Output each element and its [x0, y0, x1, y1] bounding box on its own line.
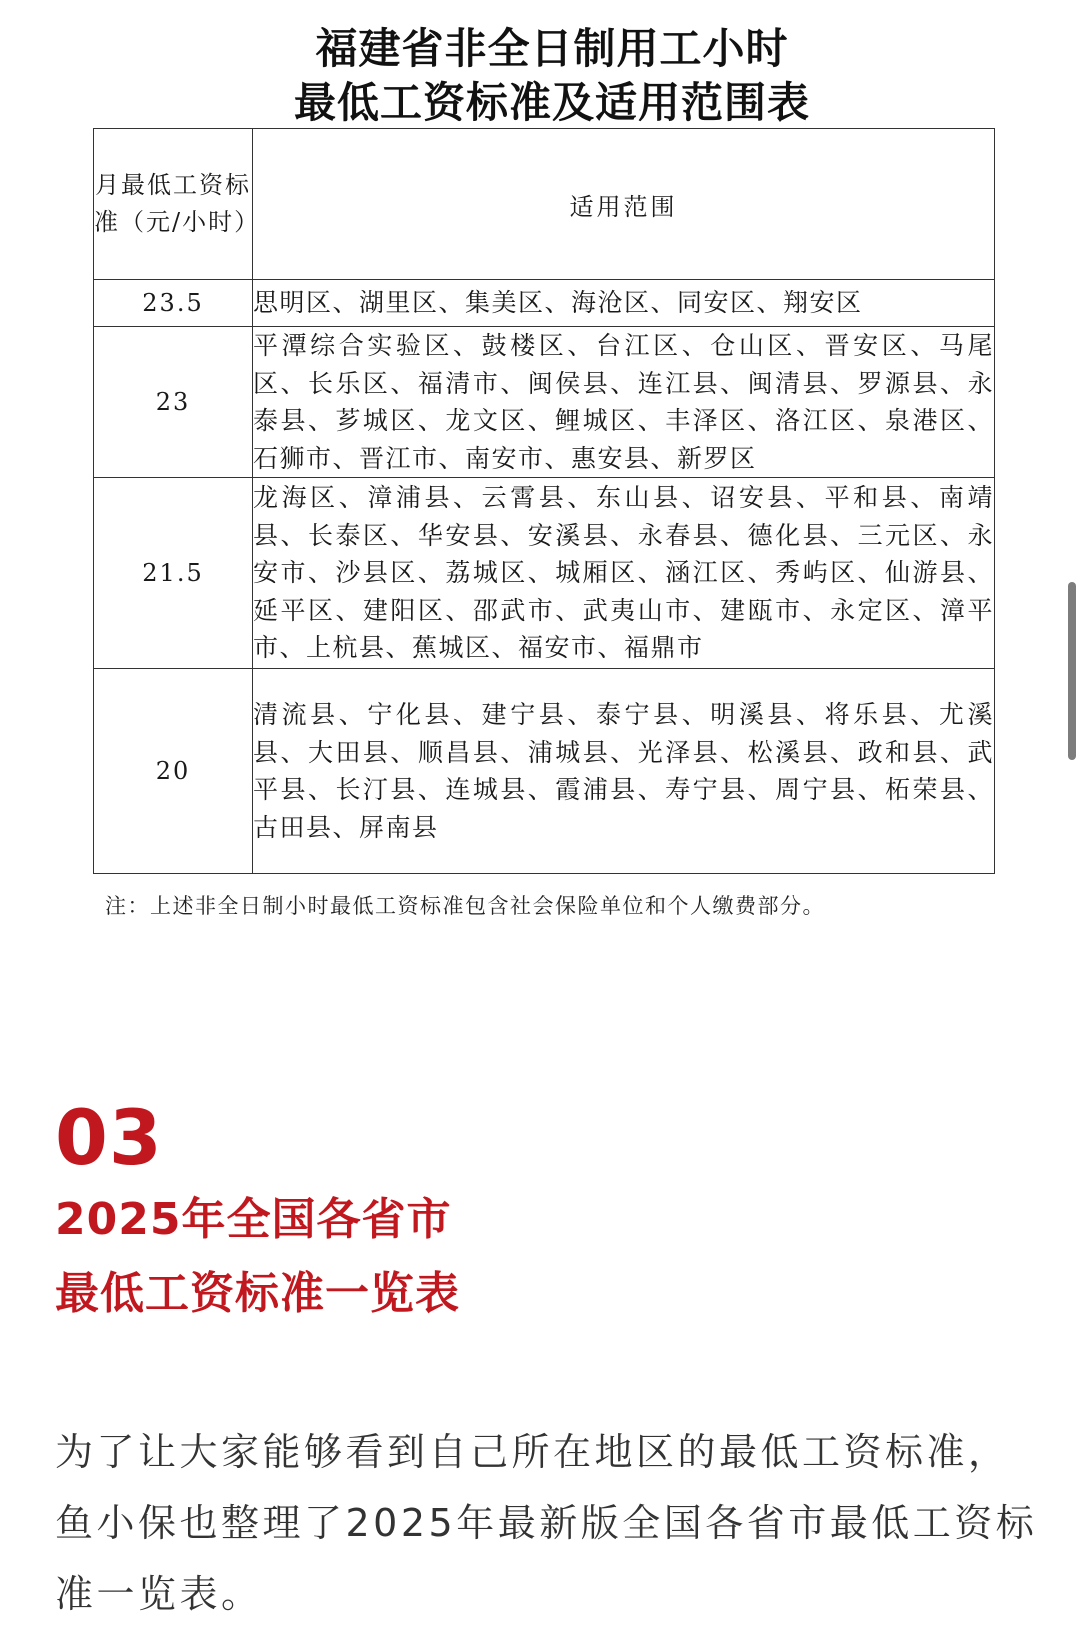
row-scope-text: 清流县、宁化县、建宁县、泰宁县、明溪县、将乐县、尤溪县、大田县、顺昌县、浦城县、光泽县、松溪县、政和县、武平县、长汀县、连城县、霞浦县、寿宁县、周宁县、柘荣县、古田县、屏南县 — [253, 669, 995, 874]
table-row — [94, 327, 995, 478]
table-header-row — [94, 129, 995, 280]
document-title-line2: 最低工资标准及适用范围表 — [293, 78, 810, 127]
document-title-line1: 福建省非全日制用工小时 — [315, 24, 789, 73]
section-title-line1: 2025年全国各省市 — [55, 1194, 452, 1245]
row-scope-text: 平潭综合实验区、鼓楼区、台江区、仓山区、晋安区、马尾区、长乐区、福清市、闽侯县、连江县、闽清县、罗源县、永泰县、芗城区、龙文区、鲤城区、丰泽区、洛江区、泉港区、石狮市、晋江市、南安市、惠安县、新罗区 — [253, 327, 995, 478]
section-title-line2: 最低工资标准一览表 — [55, 1268, 460, 1319]
row-standard-value: 20 — [94, 669, 253, 874]
row-standard-value: 23.5 — [94, 280, 253, 327]
table-row — [94, 280, 995, 327]
scrollbar-thumb[interactable] — [1068, 582, 1076, 760]
wage-standard-table — [93, 128, 995, 874]
table-row — [94, 669, 995, 874]
section-number: 03 — [55, 1093, 163, 1182]
intro-paragraph: 为了让大家能够看到自己所在地区的最低工资标准，鱼小保也整理了2025年最新版全国各省市最低工资标准一览表。 — [55, 1430, 1038, 1616]
header-standard: 月最低工资标准（元/小时） — [94, 129, 253, 280]
table-footnote: 注：上述非全日制小时最低工资标准包含社会保险单位和个人缴费部分。 — [105, 894, 825, 918]
table-row — [94, 478, 995, 669]
row-scope-text: 思明区、湖里区、集美区、海沧区、同安区、翔安区 — [253, 280, 995, 327]
row-scope-text: 龙海区、漳浦县、云霄县、东山县、诏安县、平和县、南靖县、长泰区、华安县、安溪县、永春县、德化县、三元区、永安市、沙县区、荔城区、城厢区、涵江区、秀屿区、仙游县、延平区、建阳区、邵武市、武夷山市、建瓯市、永定区、漳平市、上杭县、蕉城区、福安市、福鼎市 — [253, 478, 995, 669]
row-standard-value: 21.5 — [94, 478, 253, 669]
row-standard-value: 23 — [94, 327, 253, 478]
header-scope: 适用范围 — [253, 129, 995, 280]
